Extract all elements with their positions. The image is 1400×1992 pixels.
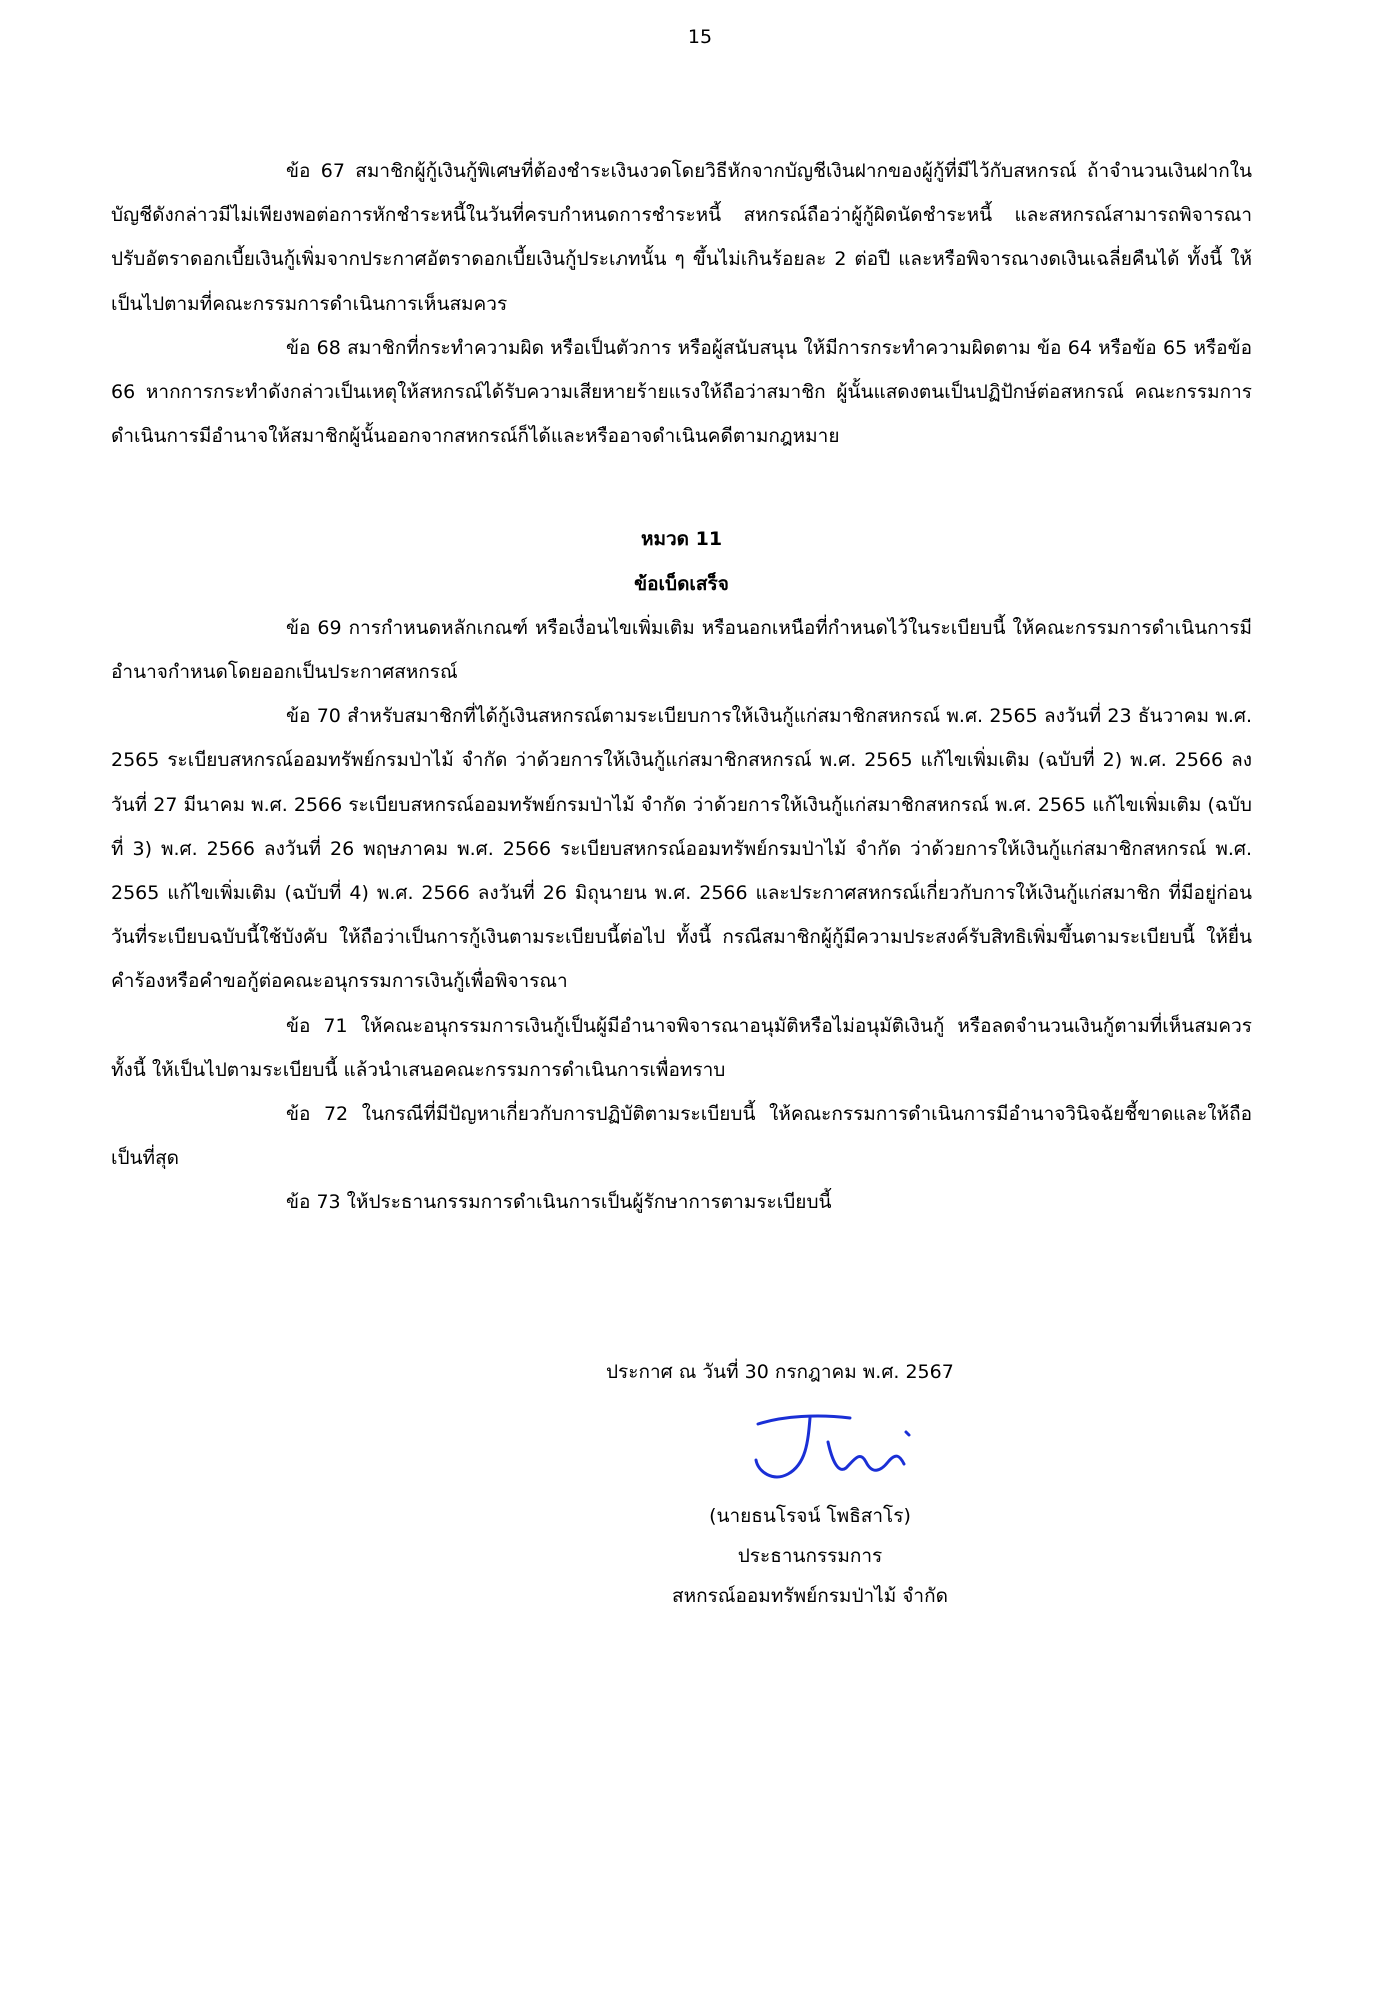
section-73: ข้อ 73 ให้ประธานกรรมการดำเนินการเป็นผู้รักษาการตามระเบียบนี้ <box>286 1191 832 1214</box>
signer-title: ประธานกรรมการ <box>737 1545 883 1567</box>
section-67: ข้อ 67 สมาชิกผู้กู้เงินกู้พิเศษที่ต้องชำระเงินงวดโดยวิธีหักจากบัญชีเงินฝากของผู้กู้ที่มีไว้กับสหกรณ์ ถ้าจำนวนเงินฝากในบัญชีดังกล่าวมีไม่เพียงพอต่อการหักชำระหนี้ในวันที่ครบกำหนดการชำระหนี้ สหกรณ์ถือว่าผู้กู้ผิดนัดชำระหนี้ และสหกรณ์สามารถพิจารณาปรับอัตราดอกเบี้ยเงินกู้เพิ่มจากประกาศอัตราดอกเบี้ยเงินกู้ประเภทนั้น ๆ ขึ้นไม่เกินร้อยละ 2 ต่อปี และหรือพิจารณางดเงินเฉลี่ยคืนได้ ทั้งนี้ ให้เป็นไปตามที่คณะกรรมการดำเนินการเห็นสมควร <box>111 160 1252 315</box>
signature-block <box>600 1496 1020 1616</box>
announcement-date: ประกาศ ณ วันที่ 30 กรกฎาคม พ.ศ. 2567 <box>606 1361 954 1383</box>
section-70: ข้อ 70 สำหรับสมาชิกที่ได้กู้เงินสหกรณ์ตามระเบียบการให้เงินกู้แก่สมาชิกสหกรณ์ พ.ศ. 2565 ลงวันที่ 23 ธันวาคม พ.ศ. 2565 ระเบียบสหกรณ์ออมทรัพย์กรมป่าไม้ จำกัด ว่าด้วยการให้เงินกู้แก่สมาชิกสหกรณ์ พ.ศ. 2565 แก้ไขเพิ่มเติม (ฉบับที่ 2) พ.ศ. 2566 ลงวันที่ 27 มีนาคม พ.ศ. 2566 ระเบียบสหกรณ์ออมทรัพย์กรมป่าไม้ จำกัด ว่าด้วยการให้เงินกู้แก่สมาชิกสหกรณ์ พ.ศ. 2565 แก้ไขเพิ่มเติม (ฉบับที่ 3) พ.ศ. 2566 ลงวันที่ 26 พฤษภาคม พ.ศ. 2566 ระเบียบสหกรณ์ออมทรัพย์กรมป่าไม้ จำกัด ว่าด้วยการให้เงินกู้แก่สมาชิกสหกรณ์ พ.ศ. 2565 แก้ไขเพิ่มเติม (ฉบับที่ 4) พ.ศ. 2566 ลงวันที่ 26 มิถุนายน พ.ศ. 2566 และประกาศสหกรณ์เกี่ยวกับการให้เงินกู้แก่สมาชิก ที่มีอยู่ก่อนวันที่ระเบียบฉบับนี้ใช้บังคับ ให้ถือว่าเป็นการกู้เงินตามระเบียบนี้ต่อไป ทั้งนี้ กรณีสมาชิกผู้กู้มีความประสงค์รับสิทธิเพิ่มขึ้นตามระเบียบนี้ ให้ยื่นคำร้องหรือคำขอกู้ต่อคณะอนุกรรมการเงินกู้เพื่อพิจารณา <box>111 705 1252 993</box>
section-69: ข้อ 69 การกำหนดหลักเกณฑ์ หรือเงื่อนไขเพิ่มเติม หรือนอกเหนือที่กำหนดไว้ในระเบียบนี้ ให้คณะกรรมการดำเนินการมีอำนาจกำหนดโดยออกเป็นประกาศสหกรณ์ <box>111 616 1252 684</box>
document-body <box>111 149 1252 1225</box>
handwritten-signature <box>728 1402 928 1502</box>
organization-name: สหกรณ์ออมทรัพย์กรมป่าไม้ จำกัด <box>672 1585 948 1607</box>
section-71: ข้อ 71 ให้คณะอนุกรรมการเงินกู้เป็นผู้มีอำนาจพิจารณาอนุมัติหรือไม่อนุมัติเงินกู้ หรือลดจำนวนเงินกู้ตามที่เห็นสมควร ทั้งนี้ ให้เป็นไปตามระเบียบนี้ แล้วนำเสนอคณะกรรมการดำเนินการเพื่อทราบ <box>111 1014 1252 1081</box>
section-spacer <box>111 458 1252 517</box>
section-72: ข้อ 72 ในกรณีที่มีปัญหาเกี่ยวกับการปฏิบัติตามระเบียบนี้ ให้คณะกรรมการดำเนินการมีอำนาจวินิจฉัยชี้ขาดและให้ถือเป็นที่สุด <box>111 1103 1252 1170</box>
chapter-title: ข้อเบ็ดเสร็จ <box>634 572 729 595</box>
chapter-number: หมวด 11 <box>640 528 723 551</box>
page-number: 15 <box>687 26 713 48</box>
section-68: ข้อ 68 สมาชิกที่กระทำความผิด หรือเป็นตัวการ หรือผู้สนับสนุน ให้มีการกระทำความผิดตาม ข้อ 64 หรือข้อ 65 หรือข้อ 66 หากการกระทำดังกล่าวเป็นเหตุให้สหกรณ์ได้รับความเสียหายร้ายแรงให้ถือว่าสมาชิก ผู้นั้นแสดงตนเป็นปฏิปักษ์ต่อสหกรณ์ คณะกรรมการดำเนินการมีอำนาจให้สมาชิกผู้นั้นออกจากสหกรณ์ก็ได้และหรืออาจดำเนินคดีตามกฎหมาย <box>111 336 1252 448</box>
signer-name: (นายธนโรจน์ โพธิสาโร) <box>709 1505 911 1527</box>
